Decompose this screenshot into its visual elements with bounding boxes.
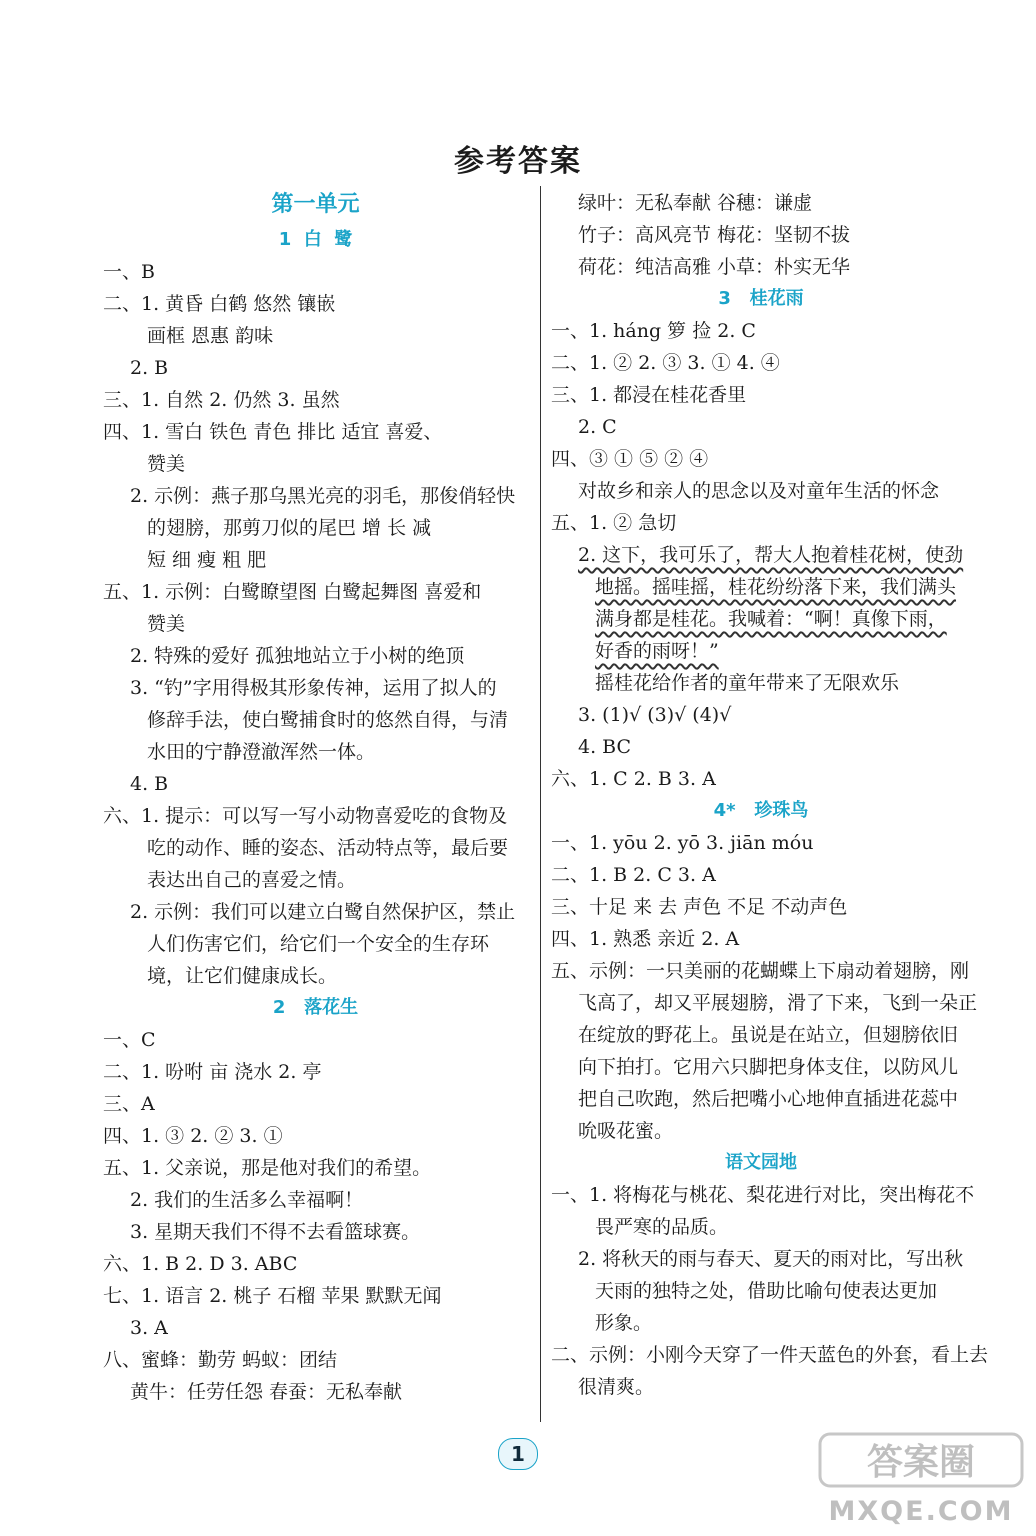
section-heading: 1 白 鹭	[278, 229, 353, 250]
answer-line: 3. (1)√ (3)√ (4)√	[578, 704, 732, 726]
column-divider	[540, 186, 541, 1422]
answer-line: 吃的动作、睡的姿态、活动特点等，最后要	[147, 837, 509, 859]
answer-line: 竹子：高风亮节 梅花：坚韧不拔	[578, 224, 851, 246]
watermark-logo	[816, 1430, 1026, 1528]
answer-line: 荷花：纯洁高雅 小草：朴实无华	[578, 256, 851, 278]
section-heading: 4* 珍珠鸟	[713, 800, 809, 821]
answer-line: 三、1. 自然 2. 仍然 3. 虽然	[103, 389, 340, 411]
section-heading: 语文园地	[725, 1152, 797, 1173]
watermark-bottom: MXQE.COM	[828, 1496, 1014, 1527]
answer-line: 的翅膀，那剪刀似的尾巴 增 长 减	[147, 517, 432, 539]
answer-line: 一、C	[103, 1029, 156, 1051]
answer-line: 吮吸花蜜。	[578, 1120, 674, 1142]
answer-line: 黄牛：任劳任怨 春蚕：无私奉献	[130, 1381, 403, 1403]
answer-line: 2. 将秋天的雨与春天、夏天的雨对比，写出秋	[578, 1248, 964, 1270]
answer-line: 四、③ ① ⑤ ② ④	[551, 448, 709, 470]
answer-line: 一、1. 将梅花与桃花、梨花进行对比，突出梅花不	[551, 1184, 975, 1206]
answer-line: 飞高了，却又平展翅膀，滑了下来，飞到一朵正	[578, 992, 978, 1014]
answer-line: 在绽放的野花上。虽说是在站立，但翅膀依旧	[578, 1024, 959, 1046]
answer-line: 短 细 瘦 粗 肥	[147, 549, 267, 571]
underlined-text: 地摇。摇哇摇，桂花纷纷落下来，我们满头	[595, 576, 957, 598]
answer-line: 2. B	[130, 357, 169, 379]
answer-line: 五、1. ② 急切	[551, 512, 677, 534]
answer-line: 修辞手法，使白鹭捕食时的悠然自得，与清	[147, 709, 509, 731]
right-column	[551, 187, 989, 1403]
answer-line: 一、1. yōu 2. yō 3. jiān móu	[551, 832, 814, 854]
answer-line: 二、1. ② 2. ③ 3. ① 4. ④	[551, 352, 780, 374]
answer-line: 3. A	[130, 1317, 168, 1339]
answer-line: 五、1. 父亲说，那是他对我们的希望。	[103, 1157, 432, 1179]
answer-line: 四、1. 熟悉 亲近 2. A	[551, 928, 740, 950]
answer-line: 4. B	[130, 773, 169, 795]
answer-line: 把自己吹跑，然后把嘴小心地伸直插进花蕊中	[578, 1088, 959, 1110]
underlined-text: 好香的雨呀！”	[595, 640, 719, 662]
answer-line: 对故乡和亲人的思念以及对童年生活的怀念	[578, 480, 940, 502]
answer-line: 4. BC	[578, 736, 632, 758]
answer-line: 2. 示例：我们可以建立白鹭自然保护区，禁止	[130, 901, 516, 923]
watermark-top: 答案圈	[866, 1442, 976, 1483]
answer-line: 3. 星期天我们不得不去看篮球赛。	[130, 1221, 421, 1243]
answer-line	[551, 571, 971, 603]
answer-line: 很清爽。	[578, 1376, 655, 1398]
section-heading: 2 落花生	[272, 997, 359, 1018]
answer-line	[551, 603, 971, 635]
answer-line: 八、蜜蜂：勤劳 蚂蚁：团结	[103, 1349, 338, 1371]
underlined-text: 2. 这下，我可乐了，帮大人抱着桂花树，使劲	[578, 544, 964, 566]
unit-heading: 第一单元	[271, 192, 360, 217]
answer-line: 六、1. C 2. B 3. A	[551, 768, 716, 790]
answer-line: 2. 我们的生活多么幸福啊！	[130, 1189, 364, 1211]
answer-line: 画框 恩惠 韵味	[147, 325, 274, 347]
answer-line: 五、1. 示例：白鹭瞭望图 白鹭起舞图 喜爱和	[103, 581, 482, 603]
answer-line: 三、1. 都浸在桂花香里	[551, 384, 747, 406]
page-title: 参考答案	[454, 144, 582, 179]
answer-line: 形象。	[595, 1312, 653, 1334]
answer-line: 境，让它们健康成长。	[147, 965, 338, 987]
answer-line	[551, 539, 971, 571]
answer-line: 三、十足 来 去 声色 不足 不动声色	[551, 896, 848, 918]
answer-line: 四、1. 雪白 铁色 青色 排比 适宜 喜爱、	[103, 421, 443, 443]
section-heading: 3 桂花雨	[718, 288, 804, 309]
left-column	[103, 186, 528, 1408]
answer-line: 六、1. B 2. D 3. ABC	[103, 1253, 298, 1275]
answer-line: 2. C	[578, 416, 617, 438]
answer-line: 赞美	[147, 453, 186, 475]
answer-line: 二、示例：小刚今天穿了一件天蓝色的外套，看上去	[551, 1344, 989, 1366]
answer-line	[551, 635, 971, 667]
answer-line: 二、1. B 2. C 3. A	[551, 864, 716, 886]
answer-line: 绿叶：无私奉献 谷穗：谦虚	[578, 192, 813, 214]
answer-line: 四、1. ③ 2. ② 3. ①	[103, 1125, 283, 1147]
answer-line: 3. “钓”字用得极其形象传神，运用了拟人的	[130, 677, 497, 699]
answer-line: 向下拍打。它用六只脚把身体支住，以防风儿	[578, 1056, 959, 1078]
answer-line: 三、A	[103, 1093, 155, 1115]
answer-line: 二、1. 吩咐 亩 浇水 2. 亭	[103, 1061, 322, 1083]
answer-line: 天雨的独特之处，借助比喻句使表达更加	[595, 1280, 938, 1302]
answer-line: 水田的宁静澄澈浑然一体。	[147, 741, 376, 763]
answer-line: 表达出自己的喜爱之情。	[147, 869, 357, 891]
answer-line: 畏严寒的品质。	[595, 1216, 729, 1238]
underlined-text: 满身都是桂花。我喊着：“啊！真像下雨，	[595, 608, 947, 630]
answer-line: 一、B	[103, 261, 155, 283]
answer-line: 2. 特殊的爱好 孤独地站立于小树的绝顶	[130, 645, 465, 667]
answer-line: 五、示例：一只美丽的花蝴蝶上下扇动着翅膀，刚	[551, 960, 970, 982]
answer-line: 二、1. 黄昏 白鹤 悠然 镶嵌	[103, 293, 336, 315]
answer-line: 2. 示例：燕子那乌黑光亮的羽毛，那俊俏轻快	[130, 485, 516, 507]
answer-line: 摇桂花给作者的童年带来了无限欢乐	[595, 672, 900, 694]
answer-line: 赞美	[147, 613, 186, 635]
answer-line: 六、1. 提示：可以写一写小动物喜爱吃的食物及	[103, 805, 508, 827]
answer-line: 人们伤害它们，给它们一个安全的生存环	[147, 933, 490, 955]
answer-line: 七、1. 语言 2. 桃子 石榴 苹果 默默无闻	[103, 1285, 442, 1307]
page-number: 1	[498, 1438, 538, 1470]
answer-line: 一、1. háng 箩 捡 2. C	[551, 320, 756, 342]
